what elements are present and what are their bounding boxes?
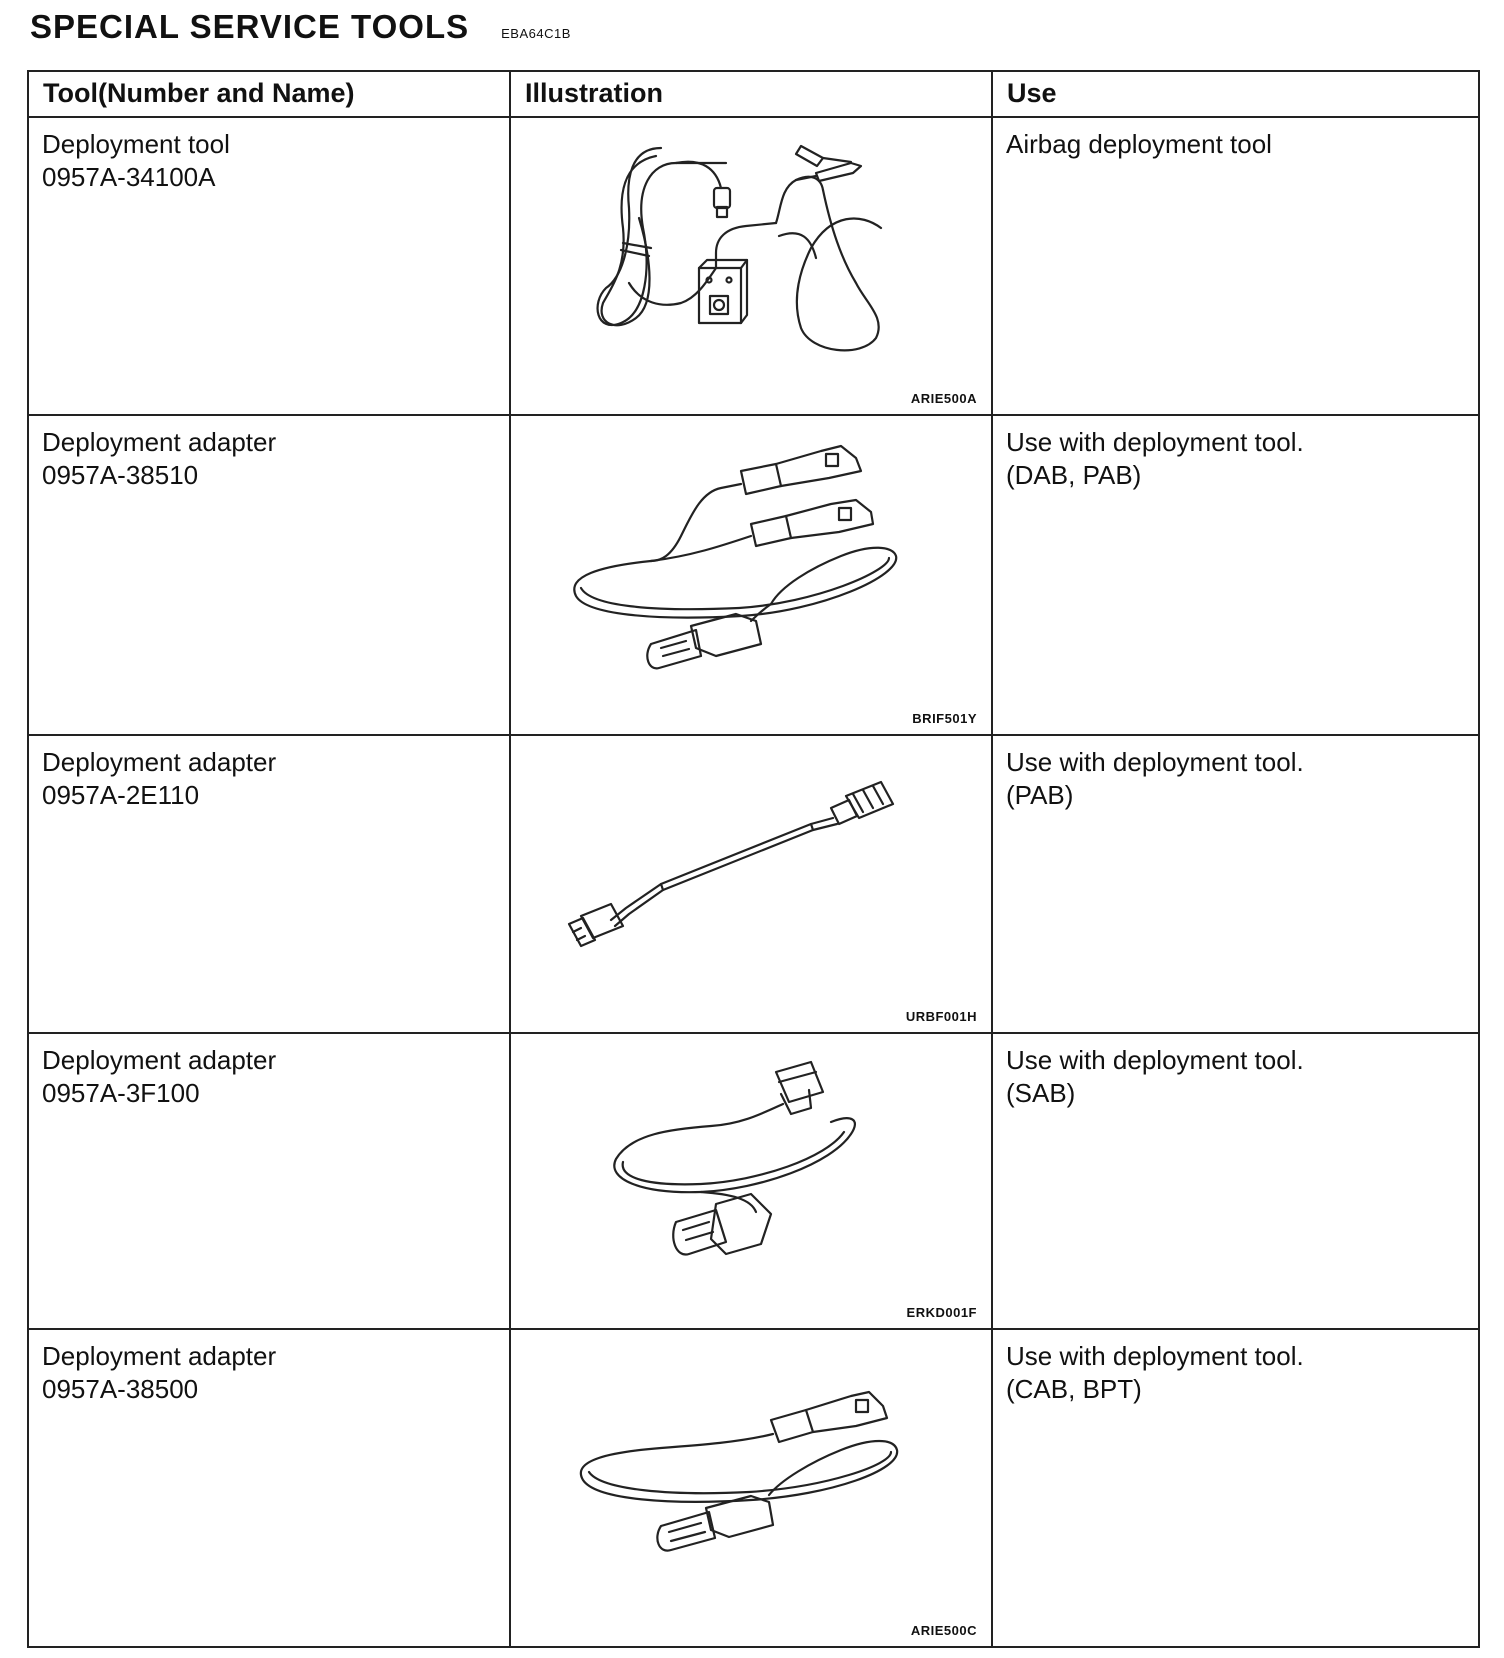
illustration-code: BRIF501Y	[912, 711, 977, 726]
tool-name: Deployment tool	[42, 129, 230, 159]
use-cell	[992, 117, 1479, 415]
tool-name: Deployment adapter	[42, 747, 277, 777]
tool-number: 0957A-34100A	[42, 162, 216, 192]
header-tool: Tool(Number and Name)	[28, 71, 510, 117]
illustration-cell	[510, 735, 992, 1033]
table-row	[28, 415, 1479, 735]
use-line: (PAB)	[1006, 780, 1074, 810]
use-line: Airbag deployment tool	[1006, 129, 1272, 159]
illustration-cell	[510, 1033, 992, 1329]
table-row	[28, 1033, 1479, 1329]
use-line: Use with deployment tool.	[1006, 747, 1304, 777]
illustration-code: ERKD001F	[906, 1305, 977, 1320]
use-cell	[992, 415, 1479, 735]
special-service-tools-table	[27, 70, 1480, 1648]
illustration-cell	[510, 117, 992, 415]
use-cell	[992, 1329, 1479, 1647]
illustration-code: ARIE500A	[910, 391, 977, 406]
use-cell	[992, 1033, 1479, 1329]
table-row	[28, 735, 1479, 1033]
straight-cable-adapter-illustration	[511, 736, 993, 1032]
tool-number: 0957A-38500	[42, 1374, 199, 1404]
use-line: Use with deployment tool.	[1006, 427, 1304, 457]
page-title: SPECIAL SERVICE TOOLS	[30, 8, 470, 45]
table-row	[28, 117, 1479, 415]
header-illustration: Illustration	[510, 71, 992, 117]
table-header-row	[28, 71, 1479, 117]
use-cell	[992, 735, 1479, 1033]
table-row	[28, 1329, 1479, 1647]
single-connector-loop-adapter-illustration	[511, 1330, 993, 1646]
dual-connector-adapter-illustration	[511, 416, 993, 734]
section-code: EBA64C1B	[501, 26, 571, 41]
tool-name: Deployment adapter	[42, 427, 277, 457]
tool-cell	[28, 735, 510, 1033]
illustration-cell	[510, 1329, 992, 1647]
header-use: Use	[992, 71, 1479, 117]
tool-cell	[28, 1033, 510, 1329]
deployment-tool-harness-illustration	[511, 118, 993, 414]
tool-number: 0957A-2E110	[42, 780, 200, 810]
use-line: (SAB)	[1006, 1078, 1076, 1108]
tool-number: 0957A-3F100	[42, 1078, 200, 1108]
use-line: Use with deployment tool.	[1006, 1045, 1304, 1075]
illustration-code: ARIE500C	[910, 1623, 977, 1638]
looped-cable-adapter-illustration	[511, 1034, 993, 1328]
use-line: Use with deployment tool.	[1006, 1341, 1304, 1371]
tool-cell	[28, 117, 510, 415]
tool-name: Deployment adapter	[42, 1341, 277, 1371]
tool-name: Deployment adapter	[42, 1045, 277, 1075]
use-line: (CAB, BPT)	[1006, 1374, 1142, 1404]
illustration-code: URBF001H	[905, 1009, 977, 1024]
tool-cell	[28, 1329, 510, 1647]
tool-cell	[28, 415, 510, 735]
page-header	[30, 8, 571, 48]
use-line: (DAB, PAB)	[1006, 460, 1142, 490]
tool-number: 0957A-38510	[42, 460, 199, 490]
illustration-cell	[510, 415, 992, 735]
